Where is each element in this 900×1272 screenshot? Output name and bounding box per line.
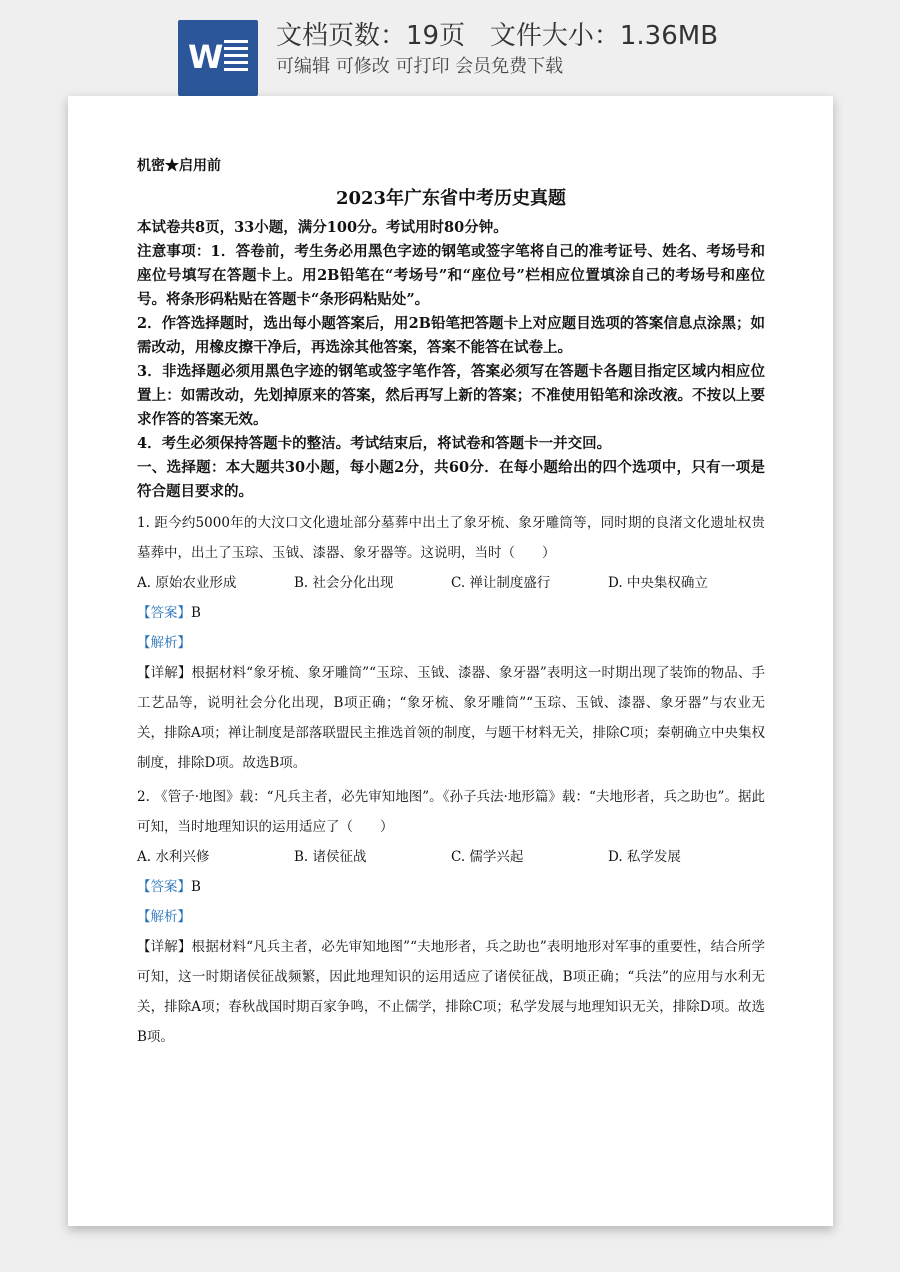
question-stem: 1. 距今约5000年的大汶口文化遗址部分墓葬中出土了象牙梳、象牙雕筒等，同时期的良渚文化遗址权贵墓葬中，出土了玉琮、玉钺、漆器、象牙器等。这说明，当时（ ） <box>137 515 765 561</box>
file-info: 文档页数：19页 文件大小：1.36MB <box>276 21 719 51</box>
answer-line <box>137 598 765 628</box>
option-b: B. 社会分化出现 <box>294 575 394 591</box>
option-c: C. 儒学兴起 <box>451 849 524 865</box>
answer-value: B <box>191 605 201 621</box>
question-stem: 2. 《管子·地图》载：“凡兵主者，必先审知地图”。《孙子兵法·地形篇》载：“夫地形者，兵之助也”。据此可知，当时地理知识的运用适应了（ ） <box>137 789 765 835</box>
notice-1: 注意事项：1．答卷前，考生务必用黑色字迹的钢笔或签字笔将自己的准考证号、姓名、考场号和座位号填写在答题卡上。用2B铅笔在“考场号”和“座位号”栏相应位置填涂自己的考场号和座位号。将条形码粘贴在答题卡“条形码粘贴处”。 <box>137 243 765 308</box>
option-a: A. 水利兴修 <box>137 849 210 865</box>
notice-2: 2．作答选择题时，选出每小题答案后，用2B铅笔把答题卡上对应题目选项的答案信息点涂黑；如需改动，用橡皮擦干净后，再选涂其他答案，答案不能答在试卷上。 <box>137 315 765 356</box>
word-icon <box>178 20 258 96</box>
document-page <box>68 96 833 1226</box>
analysis-tag: 【解析】 <box>137 909 191 925</box>
answer-value: B <box>191 879 201 895</box>
document-title: 2023年广东省中考历史真题 <box>335 188 567 209</box>
option-d: D. 中央集权确立 <box>608 575 708 591</box>
section-heading: 一、选择题：本大题共30小题，每小题2分，共60分．在每小题给出的四个选项中，只有一项是符合题目要求的。 <box>137 459 765 500</box>
word-icon-lines <box>224 40 248 76</box>
confidential-label: 机密★启用前 <box>137 158 221 174</box>
notice-4: 4．考生必须保持答题卡的整洁。考试结束后，将试卷和答题卡一并交回。 <box>137 435 612 452</box>
analysis-line <box>137 902 765 932</box>
exam-info: 本试卷共8页，33小题，满分100分。考试用时80分钟。 <box>137 219 508 236</box>
question-options <box>137 568 765 598</box>
detail-text: 【详解】根据材料“象牙梳、象牙雕筒”“玉琮、玉钺、漆器、象牙器”表明这一时期出现了装饰的物品、手工艺品等，说明社会分化出现，B项正确；“象牙梳、象牙雕筒”“玉琮、玉钺、漆器、象牙器”与农业无关，排除A项；禅让制度是部落联盟民主推选首领的制度，与题干材料无关，排除C项；秦朝确立中央集权制度，排除D项。故选B项。 <box>137 665 765 771</box>
question-2 <box>137 782 765 1052</box>
answer-tag: 【答案】 <box>137 605 191 621</box>
analysis-tag: 【解析】 <box>137 635 191 651</box>
word-icon-letter: W <box>188 38 224 76</box>
download-banner <box>0 0 900 100</box>
notice-3: 3．非选择题必须用黑色字迹的钢笔或签字笔作答，答案必须写在答题卡各题目指定区域内相应位置上：如需改动，先划掉原来的答案，然后再写上新的答案；不准使用铅笔和涂改液。不按以上要求作答的答案无效。 <box>137 363 765 428</box>
option-a: A. 原始农业形成 <box>137 575 237 591</box>
option-c: C. 禅让制度盛行 <box>451 575 551 591</box>
answer-line <box>137 872 765 902</box>
option-b: B. 诸侯征战 <box>294 849 367 865</box>
analysis-line <box>137 628 765 658</box>
file-features: 可编辑 可修改 可打印 会员免费下载 <box>276 56 564 77</box>
detail-text: 【详解】根据材料“凡兵主者，必先审知地图”“夫地形者，兵之助也”表明地形对军事的重要性，结合所学可知，这一时期诸侯征战频繁，因此地理知识的运用适应了诸侯征战，B项正确；“兵法”的应用与水利无关，排除A项；春秋战国时期百家争鸣，不止儒学，排除C项；私学发展与地理知识无关，排除D项。故选B项。 <box>137 939 765 1045</box>
question-options <box>137 842 765 872</box>
document-content <box>137 154 765 1052</box>
answer-tag: 【答案】 <box>137 879 191 895</box>
question-1 <box>137 508 765 778</box>
option-d: D. 私学发展 <box>608 849 681 865</box>
